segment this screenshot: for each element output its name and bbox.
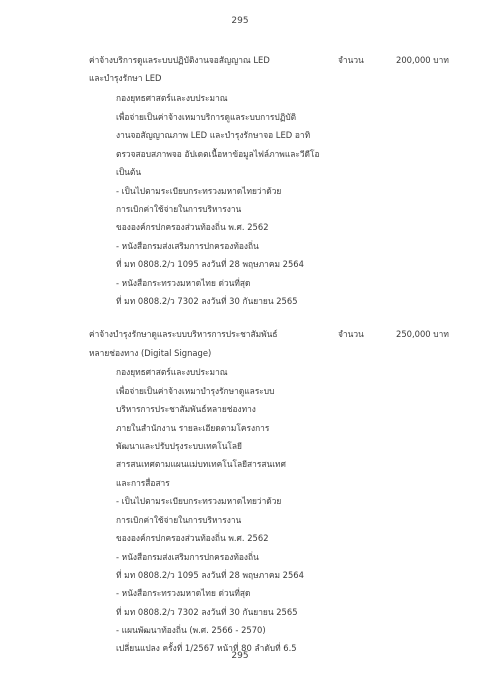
item-1-title-line-1: ค่าจ้างบริการดูแลระบบปฏิบัติงานจอสัญญาณ LED — [89, 55, 270, 65]
item-2-detail-line: พัฒนาและปรับปรุงระบบเทคโนโลยี — [116, 441, 242, 451]
item-1-detail-line: - เป็นไปตามระเบียบกระทรวงมหาดไทยว่าด้วย — [116, 186, 282, 196]
item-1-detail-line: ที่ มท 0808.2/ว 7302 ลงวันที่ 30 กันยายน 2565 — [116, 296, 298, 306]
item-1-detail-line: เพื่อจ่ายเป็นค่าจ้างเหมาบริการดูแลระบบการปฏิบัติ — [116, 112, 297, 122]
item-1-detail-line: งานจอสัญญาณภาพ LED และบำรุงรักษาจอ LED อาทิ — [116, 130, 311, 140]
item-2-amount: 250,000 บาท — [396, 329, 449, 339]
item-2-detail-line: สารสนเทศตามแผนแม่บทเทคโนโลยีสารสนเทศ — [116, 459, 286, 469]
item-2-detail-line: การเบิกค่าใช้จ่ายในการบริหารงาน — [116, 515, 242, 525]
item-1-detail-line: ตรวจสอบสภาพจอ อัปเดตเนื้อหาข้อมูลไฟล์ภาพและวีดีโอ — [116, 149, 320, 159]
item-1-detail-line: ที่ มท 0808.2/ว 1095 ลงวันที่ 28 พฤษภาคม 2564 — [116, 259, 304, 269]
item-1-detail-line: เป็นต้น — [116, 167, 142, 177]
item-2-detail-line: และการสื่อสาร — [116, 478, 170, 488]
item-2-detail-line: ที่ มท 0808.2/ว 7302 ลงวันที่ 30 กันยายน 2565 — [116, 607, 298, 617]
item-2-detail-line: เพื่อจ่ายเป็นค่าจ้างเหมาบำรุงรักษาดูแลระบบ — [116, 386, 275, 396]
item-2-detail-line: ที่ มท 0808.2/ว 1095 ลงวันที่ 28 พฤษภาคม 2564 — [116, 570, 304, 580]
item-2-title-line-1: ค่าจ้างบำรุงรักษาดูแลระบบบริหารการประชาสัมพันธ์ — [89, 329, 278, 339]
item-1-detail-line: ขององค์กรปกครองส่วนท้องถิ่น พ.ศ. 2562 — [116, 222, 269, 232]
item-1-detail-line: กองยุทธศาสตร์และงบประมาณ — [116, 93, 228, 103]
item-2-detail-line: - เป็นไปตามระเบียบกระทรวงมหาดไทยว่าด้วย — [116, 496, 282, 506]
item-2-detail-line: ขององค์กรปกครองส่วนท้องถิ่น พ.ศ. 2562 — [116, 533, 269, 543]
item-1-detail-line: - หนังสือกรมส่งเสริมการปกครองท้องถิ่น — [116, 241, 259, 251]
item-1-title-line-2: และบำรุงรักษา LED — [89, 73, 162, 83]
item-1-detail-line: - หนังสือกระทรวงมหาดไทย ด่วนที่สุด — [116, 278, 251, 288]
item-2-title-line-2: หลายช่องทาง (Digital Signage) — [89, 348, 212, 358]
item-1-amount: 200,000 บาท — [396, 55, 449, 65]
page-number-top: 295 — [231, 16, 249, 26]
item-2-detail-line: เปลี่ยนแปลง ครั้งที่ 1/2567 หน้าที่ 80 ลำดับที่ 6.5 — [116, 643, 297, 653]
item-1-detail-line: การเบิกค่าใช้จ่ายในการบริหารงาน — [116, 204, 242, 214]
item-2-detail-line: กองยุทธศาสตร์และงบประมาณ — [116, 367, 228, 377]
item-2-detail-line: - หนังสือกระทรวงมหาดไทย ด่วนที่สุด — [116, 588, 251, 598]
page-number-bottom: 295 — [231, 651, 249, 661]
item-2-detail-line: บริหารการประชาสัมพันธ์หลายช่องทาง — [116, 404, 256, 414]
item-2-detail-line: ภายในสำนักงาน รายละเอียดตามโครงการ — [116, 423, 270, 433]
item-2-unit: จำนวน — [338, 329, 364, 339]
item-2-detail-line: - แผนพัฒนาท้องถิ่น (พ.ศ. 2566 - 2570) — [116, 625, 266, 635]
item-1-unit: จำนวน — [338, 55, 364, 65]
item-2-detail-line: - หนังสือกรมส่งเสริมการปกครองท้องถิ่น — [116, 552, 259, 562]
